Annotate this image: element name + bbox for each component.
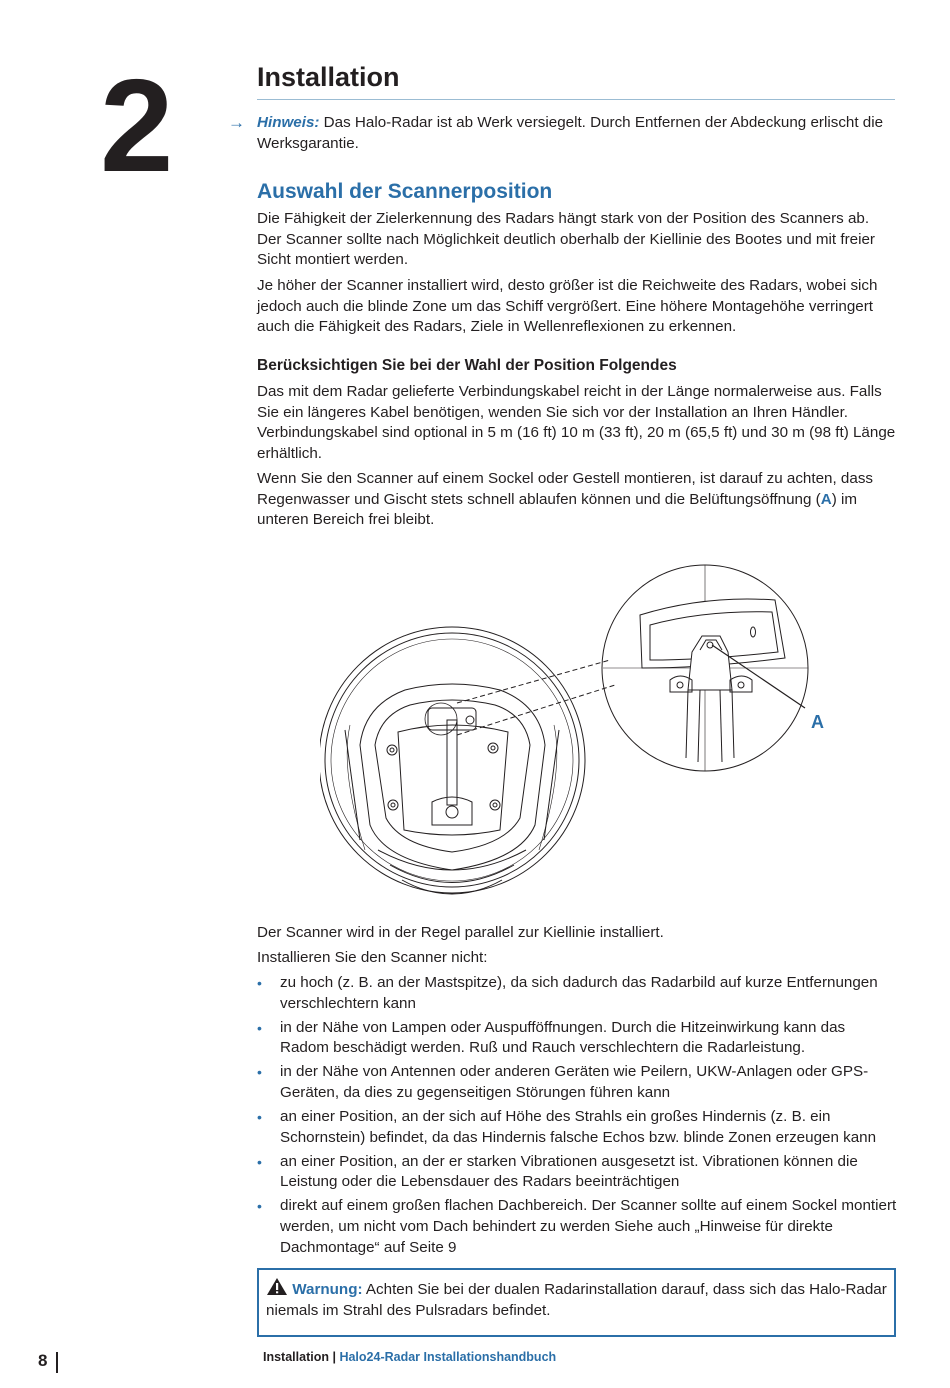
list-item [257,1152,897,1193]
warning-text: Achten Sie bei der dualen Radarinstallation darauf, dass sich das Halo-Radar niemals im Strahl des Pulsradars befindet. [266,1281,887,1319]
vent-reference: A [820,490,832,508]
list-item [257,1196,897,1258]
figure-callout-label: A [811,712,824,732]
list-item-text: an einer Position, an der sich auf Höhe des Strahls ein großes Hindernis (z. B. ein Schornstein) befindet, da das Hindernis falsche Echos bzw. blinde Zonen erzeugen kann [280,1108,877,1146]
radome-outer-ring [320,627,585,893]
section-paragraph-2: Je höher der Scanner installiert wird, desto größer ist die Reichweite des Radars, wobei sich jedoch auch die blinde Zone um das Schiff vergrößert. Eine höhere Montagehöhe verringert auch die Fähigkeit des Radars, Ziele in Wellenreflexionen zu erkennen. [257,277,878,336]
bolt [488,743,498,753]
footer-separator: | [332,1350,336,1364]
paragraph-text: Wenn Sie den Scanner auf einem Sockel oder Gestell montieren, ist darauf zu achten, dass Regenwasser und Gischt stets schnell ablaufen können und die Belüftungsöffnung ( [257,470,874,508]
after-figure-paragraph-2: Installieren Sie den Scanner nicht: [257,949,488,966]
title-rule [257,99,895,100]
bullet-icon: • [257,1198,262,1215]
bullet-icon: • [257,1109,262,1126]
footer [263,1350,556,1364]
page-number-bar [56,1352,58,1373]
page-number: 8 [38,1351,48,1370]
bolt [466,716,474,724]
list-item [257,973,897,1014]
list-item [257,1062,897,1103]
list-item [257,1107,897,1148]
bullet-icon: • [257,975,262,991]
list-item-text: zu hoch (z. B. an der Mastspitze), da sich dadurch das Radarbild auf kurze Entfernungen verschlechtern kann [280,974,878,1012]
zoom-leader-top [457,660,610,703]
subsection-paragraph-2 [257,469,897,531]
note-text: Das Halo-Radar ist ab Werk versiegelt. Durch Entfernen der Abdeckung erlischt die Werksgarantie. [257,114,884,152]
warning-box [257,1268,896,1337]
zoom-leader-bottom [457,685,615,735]
footer-section: Installation [263,1350,329,1364]
section-heading: Auswahl der Scannerposition [257,180,553,203]
bolt [388,800,398,810]
footer-manual-title: Halo24-Radar Installationshandbuch [339,1350,557,1364]
bolt [387,745,397,755]
note-label: Hinweis: [257,114,320,131]
warning-icon [266,1277,288,1296]
subsection-paragraph-1: Das mit dem Radar gelieferte Verbindungskabel reicht in der Länge normalerweise aus. Falls Sie ein längeres Kabel benötigen, wenden Sie sich vor der Installation an Ihren Händler. Verbindungskabel sind optional in 5 m (16 ft) 10 m (33 ft), 20 m (65,5 ft) und 30 m (98 ft) Länge erhältlich. [257,383,896,462]
mount-plate [398,725,508,835]
restrictions-list [257,973,897,1262]
arrow-icon: → [228,113,245,132]
radar-underside-figure [320,540,820,920]
list-item-text: direkt auf einem großen flachen Dachbereich. Der Scanner sollte auf einem Sockel montiert werden, um nicht vom Dach behindert zu werden Siehe auch „Hinweise für direkte Dachmontage“ auf Seite 9 [280,1197,897,1256]
bullet-icon: • [257,1153,262,1170]
bullet-icon: • [257,1019,262,1036]
zoom-stem [686,690,688,758]
note [257,113,897,154]
bullet-icon: • [257,1064,262,1081]
page-title: Installation [257,62,400,92]
list-item [257,1018,897,1059]
list-item-text: an einer Position, an der er starken Vibrationen ausgesetzt ist. Vibrationen können die Leistung oder die Lebensdauer des Radars beeinträchtigen [280,1152,858,1191]
warning-label: Warnung: [292,1281,363,1298]
list-item-text: in der Nähe von Antennen oder anderen Geräten wie Peilern, UKW-Anlagen oder GPS-Geräten, da dies zu gegenseitigen Störungen führen kann [280,1063,869,1101]
section-paragraph-1: Die Fähigkeit der Zielerkennung des Radars hängt stark von der Position des Scanners ab. Der Scanner sollte nach Möglichkeit deutlich oberhalb der Kiellinie des Bootes und mit freier Sicht montiert werden. [257,210,875,269]
bolt [490,800,500,810]
radome-inner-ring [325,633,579,887]
housing-outline [360,684,545,870]
subsection-heading: Berücksichtigen Sie bei der Wahl der Position Folgendes [257,357,677,374]
after-figure-paragraph-1: Der Scanner wird in der Regel parallel zur Kiellinie installiert. [257,924,664,941]
chapter-number: 2 [100,52,170,199]
list-item-text: in der Nähe von Lampen oder Auspufföffnungen. Durch die Hitzeinwirkung kann das Radom beschädigt werden. Ruß und Rauch verschlechtern die Radarleistung. [280,1018,846,1057]
paragraph-text-end: ) im unteren Bereich frei bleibt. [257,490,857,529]
